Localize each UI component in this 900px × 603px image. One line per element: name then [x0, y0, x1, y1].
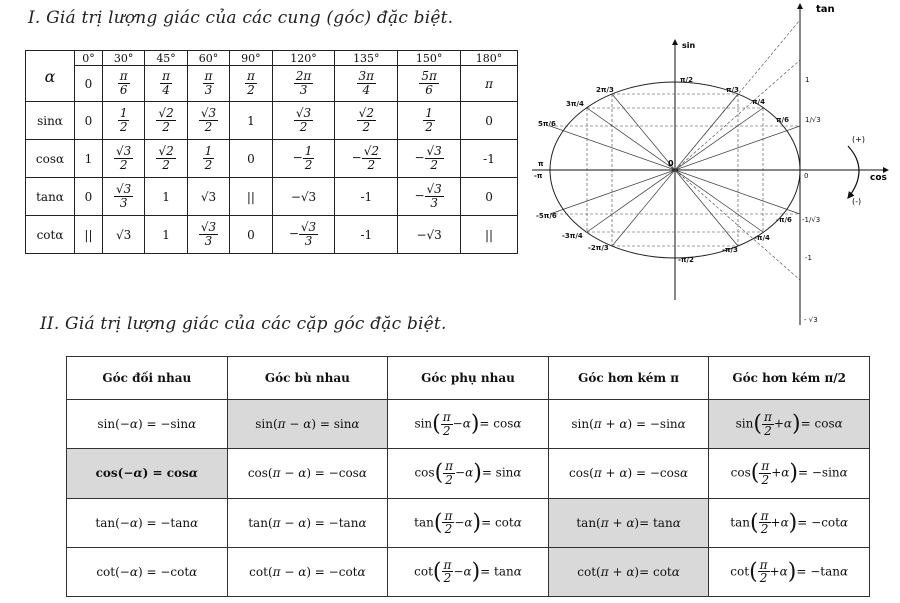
value-cell: $\frac{√2}{2}$: [335, 102, 398, 140]
value-cell: −√3: [398, 216, 461, 254]
value-cell: 1: [145, 216, 187, 254]
formula-cell: sin(π − α) = sinα: [227, 400, 388, 449]
label-neg-pi-4: -π/4: [754, 234, 770, 242]
formula-cell: sin(π + α) = −sinα: [548, 400, 709, 449]
rad-cell: $\frac{5\pi}{6}$: [398, 66, 461, 102]
rad-cell: $\frac{\pi}{2}$: [230, 66, 272, 102]
tan-1: 1: [805, 76, 810, 84]
row-label: tanα: [26, 178, 75, 216]
origin-label: 0: [668, 159, 674, 168]
unit-circle-diagram: [530, 0, 900, 330]
value-cell: 0: [461, 178, 518, 216]
value-cell: 0: [75, 178, 103, 216]
value-cell: $\frac{√3}{3}$: [187, 216, 229, 254]
rad-cell: $\frac{\pi}{3}$: [187, 66, 229, 102]
label-pi-2: π/2: [680, 76, 693, 84]
tan-0: 0: [804, 172, 809, 180]
value-cell: $\frac{√3}{2}$: [102, 140, 144, 178]
value-cell: $\frac{1}{2}$: [398, 102, 461, 140]
negative-direction: (-): [852, 197, 862, 206]
tan-inv-sqrt3: 1/√3: [805, 116, 821, 124]
label-pi-6: π/6: [776, 116, 789, 124]
degree-row: [26, 51, 518, 66]
row-label: cosα: [26, 140, 75, 178]
radian-row: [26, 66, 518, 102]
rad-cell: π: [461, 66, 518, 102]
label-neg-2pi-3: -2π/3: [588, 244, 609, 252]
label-pi-4: π/4: [752, 98, 765, 106]
formula-cell: cot(π + α)= cotα: [548, 547, 709, 596]
deg-180: 180°: [461, 51, 518, 66]
tan-neg-sqrt3: - √3: [804, 316, 818, 324]
formula-cell: cot(π − α) = −cotα: [227, 547, 388, 596]
value-cell: -1: [335, 216, 398, 254]
label-neg-5pi-6: -5π/6: [536, 212, 557, 220]
value-cell: √3: [187, 178, 229, 216]
value-cell: − $\frac{√3}{3}$: [272, 216, 335, 254]
deg-0: 0°: [75, 51, 103, 66]
label-2pi-3: 2π/3: [596, 86, 614, 94]
value-cell: -1: [335, 178, 398, 216]
label-neg-pi: -π: [534, 172, 543, 180]
formula-cell: tan(π − α) = −tanα: [227, 498, 388, 547]
formula-cell: sin( $\frac{\pi}{2}$ −α)= cosα: [388, 400, 549, 449]
rotation-arrow: [848, 146, 859, 198]
deg-135: 135°: [335, 51, 398, 66]
value-cell: ||: [230, 178, 272, 216]
label-neg-pi-2: -π/2: [678, 256, 694, 264]
formula-cell: tan( $\frac{\pi}{2}$ −α)= cotα: [388, 498, 549, 547]
formula-cell: tan(−α) = −tanα: [67, 498, 228, 547]
rad-cell: $\frac{\pi}{4}$: [145, 66, 187, 102]
formula-cell: tan( $\frac{\pi}{2}$ +α)= −cotα: [709, 498, 870, 547]
label-neg-pi-6: -π/6: [776, 216, 792, 224]
label-3pi-4: 3π/4: [566, 100, 584, 108]
sin-pair-row: [67, 400, 870, 449]
tan-neg-1: -1: [805, 254, 812, 262]
value-cell: $\frac{√3}{3}$: [102, 178, 144, 216]
deg-150: 150°: [398, 51, 461, 66]
corner-cell: α: [26, 51, 75, 102]
deg-120: 120°: [272, 51, 335, 66]
section2-title: II. Giá trị lượng giác của các cặp góc đặc biệt.: [40, 314, 447, 334]
value-cell: ||: [75, 216, 103, 254]
value-cell: ||: [461, 216, 518, 254]
value-cell: 1: [75, 140, 103, 178]
header-cell: Góc phụ nhau: [388, 357, 549, 400]
cos-axis-label: cos: [870, 173, 887, 183]
label-neg-3pi-4: -3π/4: [562, 232, 583, 240]
header-cell: Góc hơn kém π: [548, 357, 709, 400]
formula-cell: cos(−α) = cosα: [67, 449, 228, 498]
row-label: cotα: [26, 216, 75, 254]
value-cell: − $\frac{√2}{2}$: [335, 140, 398, 178]
row-label: sinα: [26, 102, 75, 140]
deg-90: 90°: [230, 51, 272, 66]
value-cell: − $\frac{√3}{3}$: [398, 178, 461, 216]
cot-row: [26, 216, 518, 254]
value-cell: −√3: [272, 178, 335, 216]
special-angle-table: [25, 50, 518, 254]
header-row: [67, 357, 870, 400]
rad-cell: $\frac{3\pi}{4}$: [335, 66, 398, 102]
formula-cell: tan(π + α)= tanα: [548, 498, 709, 547]
value-cell: 0: [75, 102, 103, 140]
label-pi: π: [538, 160, 544, 168]
sin-row: [26, 102, 518, 140]
value-cell: 0: [230, 140, 272, 178]
tan-neg-inv-sqrt3: -1/√3: [802, 216, 821, 224]
angle-pairs-table: [66, 356, 870, 597]
rad-cell: $\frac{2\pi}{3}$: [272, 66, 335, 102]
value-cell: $\frac{√3}{2}$: [187, 102, 229, 140]
header-cell: Góc đối nhau: [67, 357, 228, 400]
cos-row: [26, 140, 518, 178]
section1-title: I. Giá trị lượng giác của các cung (góc) đặc biệt.: [28, 8, 454, 28]
value-cell: $\frac{√2}{2}$: [145, 102, 187, 140]
formula-cell: cos(π + α) = −cosα: [548, 449, 709, 498]
header-cell: Góc bù nhau: [227, 357, 388, 400]
formula-cell: cos(π − α) = −cosα: [227, 449, 388, 498]
tan-row: [26, 178, 518, 216]
tan-axis-label: tan: [816, 4, 835, 15]
value-cell: 0: [230, 216, 272, 254]
sin-axis-label: sin: [682, 41, 696, 50]
tan-pair-row: [67, 498, 870, 547]
value-cell: $\frac{1}{2}$: [187, 140, 229, 178]
value-cell: − $\frac{√3}{2}$: [398, 140, 461, 178]
value-cell: $\frac{√2}{2}$: [145, 140, 187, 178]
cot-pair-row: [67, 547, 870, 596]
label-neg-pi-3: -π/3: [722, 246, 738, 254]
formula-cell: cot( $\frac{\pi}{2}$ −α)= tanα: [388, 547, 549, 596]
deg-30: 30°: [102, 51, 144, 66]
positive-direction: (+): [852, 135, 865, 144]
value-cell: 1: [145, 178, 187, 216]
deg-45: 45°: [145, 51, 187, 66]
cos-pair-row: [67, 449, 870, 498]
formula-cell: cos( $\frac{\pi}{2}$ +α)= −sinα: [709, 449, 870, 498]
value-cell: 1: [230, 102, 272, 140]
value-cell: $\frac{1}{2}$: [102, 102, 144, 140]
value-cell: √3: [102, 216, 144, 254]
deg-60: 60°: [187, 51, 229, 66]
formula-cell: cos( $\frac{\pi}{2}$ −α)= sinα: [388, 449, 549, 498]
value-cell: -1: [461, 140, 518, 178]
rad-cell: 0: [75, 66, 103, 102]
value-cell: 0: [461, 102, 518, 140]
rad-cell: $\frac{\pi}{6}$: [102, 66, 144, 102]
formula-cell: cot(−α) = −cotα: [67, 547, 228, 596]
value-cell: $\frac{√3}{2}$: [272, 102, 335, 140]
label-pi-3: π/3: [726, 86, 739, 94]
label-5pi-6: 5π/6: [538, 120, 556, 128]
header-cell: Góc hơn kém π/2: [709, 357, 870, 400]
formula-cell: sin( $\frac{\pi}{2}$ +α)= cosα: [709, 400, 870, 449]
formula-cell: sin(−α) = −sinα: [67, 400, 228, 449]
value-cell: − $\frac{1}{2}$: [272, 140, 335, 178]
formula-cell: cot( $\frac{\pi}{2}$ +α)= −tanα: [709, 547, 870, 596]
